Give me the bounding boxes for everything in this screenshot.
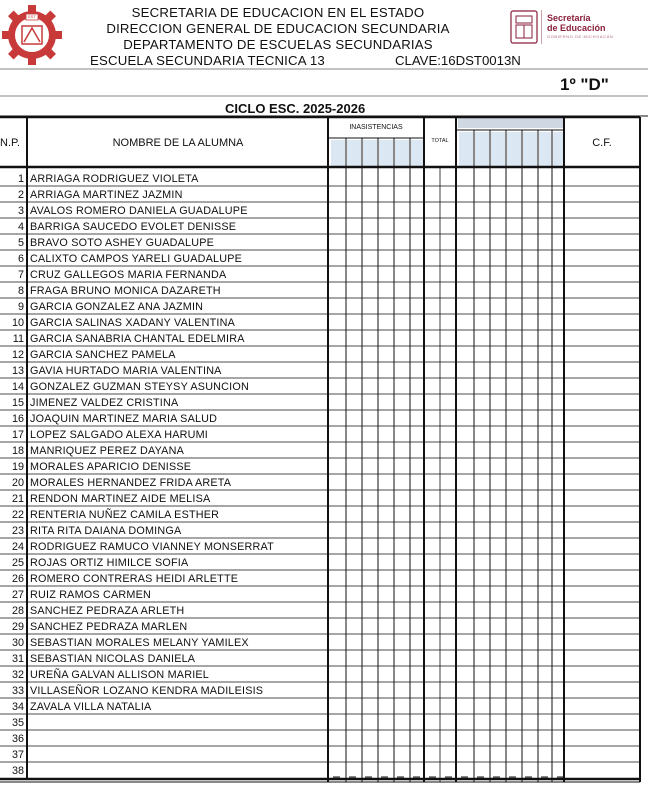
student-name: CRUZ GALLEGOS MARIA FERNANDA <box>30 269 227 281</box>
student-name: MORALES APARICIO DENISSE <box>30 461 192 473</box>
student-name: CALIXTO CAMPOS YARELI GUADALUPE <box>30 253 243 265</box>
row-number: 16 <box>11 413 24 425</box>
row-number: 12 <box>11 349 24 361</box>
row-number: 35 <box>11 717 24 729</box>
secretaria-label-2: de Educación <box>547 23 606 33</box>
row-number: 30 <box>11 637 24 649</box>
student-name: GARCIA SANCHEZ PAMELA <box>30 349 176 361</box>
row-number: 24 <box>11 541 24 553</box>
row-number: 29 <box>11 621 24 633</box>
row-number: 10 <box>11 317 24 329</box>
student-name: LOPEZ SALGADO ALEXA HARUMI <box>30 429 209 441</box>
student-name: MANRIQUEZ PEREZ DAYANA <box>30 445 184 457</box>
student-name: SEBASTIAN MORALES MELANY YAMILEX <box>30 637 249 649</box>
col-header-inasistencias: INASISTENCIAS <box>349 124 403 131</box>
student-name: ROMERO CONTRERAS HEIDI ARLETTE <box>30 573 239 585</box>
row-number: 37 <box>11 749 24 761</box>
student-name: SEBASTIAN NICOLAS DANIELA <box>30 653 196 665</box>
row-number: 17 <box>11 429 24 441</box>
row-number: 3 <box>17 205 24 217</box>
school-cycle: CICLO ESC. 2025-2026 <box>225 101 366 116</box>
col-header-np: N.P. <box>0 137 20 149</box>
student-name: GONZALEZ GUZMAN STEYSY ASUNCION <box>30 381 249 393</box>
row-number: 23 <box>11 525 24 537</box>
student-name: UREÑA GALVAN ALLISON MARIEL <box>30 669 210 681</box>
student-name: RITA RITA DAIANA DOMINGA <box>30 525 182 537</box>
student-name: RODRIGUEZ RAMUCO VIANNEY MONSERRAT <box>30 541 274 553</box>
header-line-1: SECRETARIA DE EDUCACION EN EL ESTADO <box>131 5 425 20</box>
row-number: 2 <box>17 189 24 201</box>
secretaria-subtitle: GOBIERNO DE MICHOACÁN <box>547 34 614 39</box>
row-number: 13 <box>11 365 24 377</box>
student-name: ARRIAGA MARTINEZ JAZMIN <box>30 189 183 201</box>
student-name: MORALES HERNANDEZ FRIDA ARETA <box>30 477 232 489</box>
student-name: JOAQUIN MARTINEZ MARIA SALUD <box>30 413 218 425</box>
row-number: 1 <box>17 173 24 185</box>
student-name: GARCIA GONZALEZ ANA JAZMIN <box>30 301 204 313</box>
student-name: RENDON MARTINEZ AIDE MELISA <box>30 493 211 505</box>
row-number: 25 <box>11 557 24 569</box>
row-number: 6 <box>17 253 24 265</box>
student-name: AVALOS ROMERO DANIELA GUADALUPE <box>30 205 248 217</box>
secretaria-label-1: Secretaría <box>547 13 591 23</box>
row-number: 7 <box>17 269 24 281</box>
student-name: ZAVALA VILLA NATALIA <box>30 701 152 713</box>
group-label: 1º "D" <box>560 75 609 94</box>
student-name: SANCHEZ PEDRAZA ARLETH <box>30 605 185 617</box>
row-number: 20 <box>11 477 24 489</box>
student-name: ROJAS ORTIZ HIMILCE SOFIA <box>30 557 189 569</box>
col-header-cf: C.F. <box>592 137 612 149</box>
student-name: RUIZ RAMOS CARMEN <box>30 589 151 601</box>
row-number: 14 <box>11 381 24 393</box>
row-number: 19 <box>11 461 24 473</box>
student-name: BARRIGA SAUCEDO EVOLET DENISSE <box>30 221 237 233</box>
student-name: JIMENEZ VALDEZ CRISTINA <box>30 397 179 409</box>
row-number: 32 <box>11 669 24 681</box>
row-number: 15 <box>11 397 24 409</box>
col-header-total: TOTAL <box>431 138 449 144</box>
student-name: BRAVO SOTO ASHEY GUADALUPE <box>30 237 215 249</box>
student-name: FRAGA BRUNO MONICA DAZARETH <box>30 285 221 297</box>
row-number: 22 <box>11 509 24 521</box>
student-name: ARRIAGA RODRIGUEZ VIOLETA <box>30 173 199 185</box>
row-number: 38 <box>11 765 24 777</box>
school-clave: CLAVE:16DST0013N <box>395 53 521 68</box>
row-number: 34 <box>11 701 24 713</box>
row-number: 36 <box>11 733 24 745</box>
col-header-name: NOMBRE DE LA ALUMNA <box>112 137 244 149</box>
row-number: 28 <box>11 605 24 617</box>
header-line-4: ESCUELA SECUNDARIA TECNICA 13 <box>90 53 325 68</box>
header-line-3: DEPARTAMENTO DE ESCUELAS SECUNDARIAS <box>123 37 433 52</box>
header-line-2: DIRECCION GENERAL DE EDUCACION SECUNDARIA <box>106 21 450 36</box>
row-number: 33 <box>11 685 24 697</box>
student-name: GAVIA HURTADO MARIA VALENTINA <box>30 365 222 377</box>
student-name: VILLASEÑOR LOZANO KENDRA MADILEISIS <box>30 685 264 697</box>
student-name: RENTERIA NUÑEZ CAMILA ESTHER <box>30 509 220 521</box>
logo-small-text: EST <box>28 14 36 19</box>
row-number: 4 <box>17 221 24 233</box>
student-name: GARCIA SALINAS XADANY VALENTINA <box>30 317 236 329</box>
row-number: 31 <box>11 653 24 665</box>
row-number: 11 <box>12 333 24 345</box>
row-number: 8 <box>17 285 24 297</box>
row-number: 27 <box>11 589 24 601</box>
row-number: 18 <box>11 445 24 457</box>
row-number: 5 <box>17 237 24 249</box>
row-number: 21 <box>11 493 24 505</box>
student-name: SANCHEZ PEDRAZA MARLEN <box>30 621 188 633</box>
row-number: 9 <box>17 301 24 313</box>
student-name: GARCIA SANABRIA CHANTAL EDELMIRA <box>30 333 245 345</box>
row-number: 26 <box>11 573 24 585</box>
